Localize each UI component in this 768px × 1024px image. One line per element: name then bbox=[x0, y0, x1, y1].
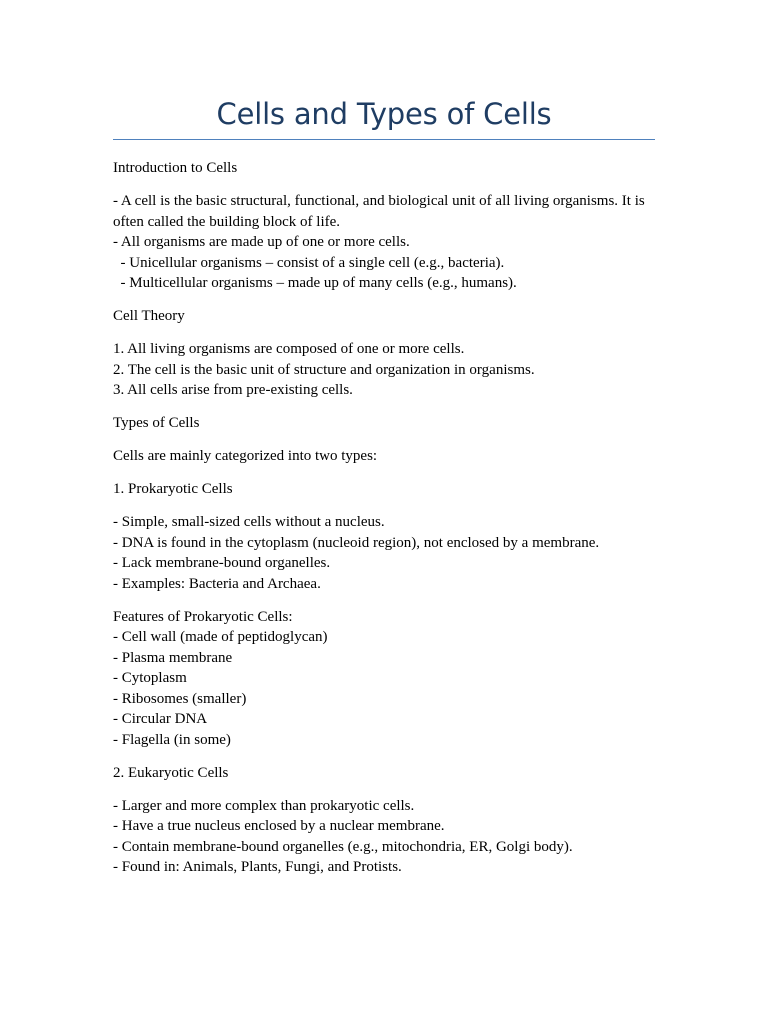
theory-item: 1. All living organisms are composed of one or more cells. bbox=[113, 341, 465, 357]
intro-line: - All organisms are made up of one or more cells. bbox=[113, 234, 410, 250]
theory-item: 3. All cells arise from pre-existing cells. bbox=[113, 382, 353, 398]
section-heading-intro: Introduction to Cells bbox=[113, 160, 238, 176]
prokaryotic-item: - DNA is found in the cytoplasm (nucleoid region), not enclosed by a membrane. bbox=[113, 534, 600, 551]
section-heading-theory: Cell Theory bbox=[113, 308, 185, 324]
intro-line: - A cell is the basic structural, functional, and biological unit of all living organisms. It is often called the building block of life. bbox=[113, 193, 649, 230]
features-heading: Features of Prokaryotic Cells: bbox=[113, 608, 293, 625]
intro-paragraph bbox=[113, 191, 655, 294]
prokaryotic-list bbox=[113, 512, 655, 594]
feature-item: - Ribosomes (smaller) bbox=[113, 690, 247, 707]
prokaryotic-item: - Lack membrane-bound organelles. bbox=[113, 555, 331, 571]
section-heading-eukaryotic: 2. Eukaryotic Cells bbox=[113, 764, 229, 781]
prokaryotic-item: - Simple, small-sized cells without a nucleus. bbox=[113, 514, 385, 530]
eukaryotic-list bbox=[113, 796, 655, 878]
eukaryotic-item: - Have a true nucleus enclosed by a nuclear membrane. bbox=[113, 818, 445, 834]
prokaryotic-item: - Examples: Bacteria and Archaea. bbox=[113, 575, 321, 592]
feature-item: - Plasma membrane bbox=[113, 649, 233, 666]
features-list bbox=[113, 607, 655, 751]
feature-item: - Cell wall (made of peptidoglycan) bbox=[113, 629, 328, 645]
intro-line: - Multicellular organisms – made up of many cells (e.g., humans). bbox=[113, 275, 517, 291]
eukaryotic-item: - Contain membrane-bound organelles (e.g., mitochondria, ER, Golgi body). bbox=[113, 838, 573, 855]
theory-list bbox=[113, 339, 655, 401]
intro-line: - Unicellular organisms – consist of a single cell (e.g., bacteria). bbox=[113, 254, 505, 271]
document-title: Cells and Types of Cells bbox=[113, 94, 655, 140]
document-page bbox=[113, 94, 655, 878]
section-heading-prokaryotic: 1. Prokaryotic Cells bbox=[113, 481, 233, 497]
feature-item: - Circular DNA bbox=[113, 711, 208, 727]
eukaryotic-item: - Found in: Animals, Plants, Fungi, and Protists. bbox=[113, 859, 402, 875]
eukaryotic-item: - Larger and more complex than prokaryotic cells. bbox=[113, 797, 415, 814]
section-heading-types: Types of Cells bbox=[113, 415, 200, 431]
feature-item: - Cytoplasm bbox=[113, 670, 187, 686]
types-intro: Cells are mainly categorized into two types: bbox=[113, 448, 378, 464]
feature-item: - Flagella (in some) bbox=[113, 731, 231, 748]
document-body bbox=[113, 158, 655, 878]
theory-item: 2. The cell is the basic unit of structure and organization in organisms. bbox=[113, 361, 535, 378]
